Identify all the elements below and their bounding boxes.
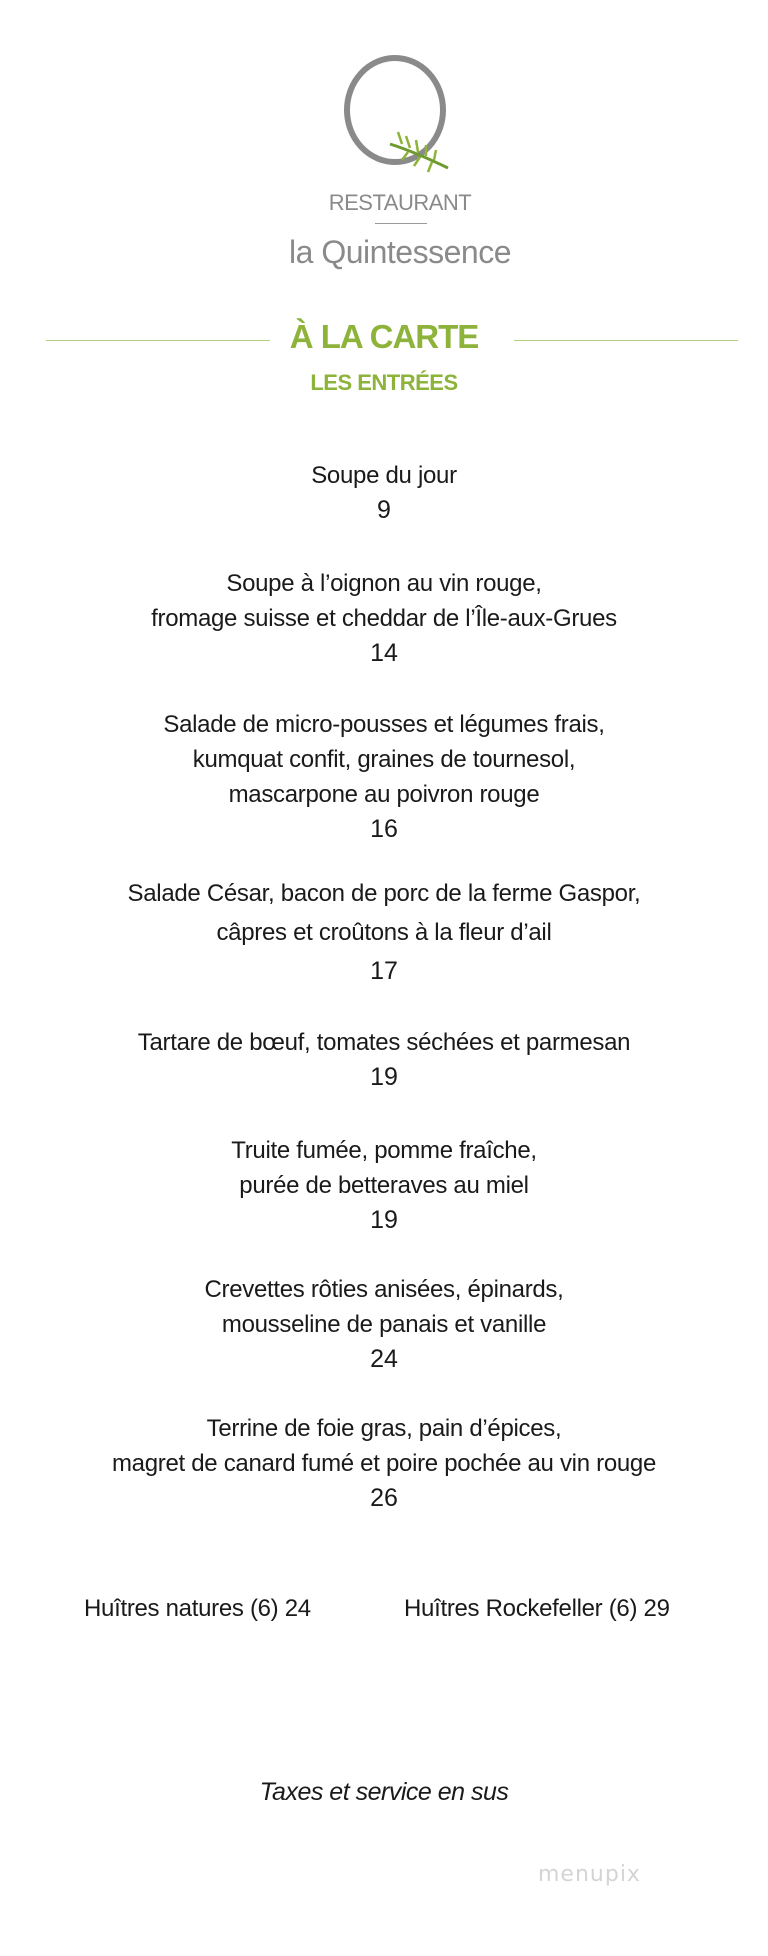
dish-description: fromage suisse et cheddar de l’Île-aux-Grues — [151, 605, 617, 632]
dish-price: 26 — [370, 1484, 398, 1512]
menu-item — [0, 1133, 768, 1238]
menu-item — [0, 1025, 768, 1095]
dish-price: 14 — [370, 639, 398, 667]
menu-item — [0, 1272, 768, 1377]
oyster-natural-item: Huîtres natures (6) 24 — [84, 1595, 311, 1622]
dish-description: kumquat confit, graines de tournesol, — [192, 746, 576, 773]
logo-divider — [375, 223, 427, 224]
dish-description: Crevettes rôties anisées, épinards, — [204, 1276, 564, 1303]
oyster-rockefeller-item: Huîtres Rockefeller (6) 29 — [404, 1595, 670, 1622]
menu-item — [0, 707, 768, 847]
logo-restaurant-name: la Quintessence — [289, 234, 511, 270]
dish-description: Tartare de bœuf, tomates séchées et parmesan — [137, 1029, 631, 1056]
page-title: À LA CARTE — [289, 318, 479, 355]
dish-description: Soupe du jour — [311, 462, 457, 489]
dish-price: 19 — [370, 1206, 398, 1234]
dish-description: Soupe à l’oignon au vin rouge, — [226, 570, 542, 597]
watermark: menupix — [538, 1862, 641, 1887]
dish-price: 17 — [370, 957, 398, 985]
menu-item — [0, 876, 768, 989]
menu-item — [0, 1411, 768, 1516]
dish-price: 16 — [370, 815, 398, 843]
dish-description: magret de canard fumé et poire pochée au vin rouge — [111, 1450, 657, 1477]
section-title: LES ENTRÉES — [310, 370, 458, 395]
dish-description: mascarpone au poivron rouge — [228, 781, 540, 808]
dish-price: 24 — [370, 1345, 398, 1373]
dish-description: Salade de micro-pousses et légumes frais, — [163, 711, 605, 738]
dish-description: Terrine de foie gras, pain d’épices, — [206, 1415, 562, 1442]
menu-item — [0, 458, 768, 528]
dish-description: Truite fumée, pomme fraîche, — [231, 1137, 537, 1164]
q-leaf-logo-icon — [340, 52, 460, 182]
dish-description: câpres et croûtons à la fleur d’ail — [216, 919, 552, 946]
dish-description: Salade César, bacon de porc de la ferme Gaspor, — [127, 880, 641, 907]
dish-price: 9 — [377, 496, 391, 524]
dish-description: mousseline de panais et vanille — [221, 1311, 547, 1338]
taxes-note: Taxes et service en sus — [259, 1778, 509, 1806]
dish-description: purée de betteraves au miel — [239, 1172, 529, 1199]
logo-restaurant-text: RESTAURANT — [328, 190, 472, 215]
menu-item — [0, 566, 768, 671]
restaurant-logo — [280, 52, 520, 272]
dish-price: 19 — [370, 1063, 398, 1091]
